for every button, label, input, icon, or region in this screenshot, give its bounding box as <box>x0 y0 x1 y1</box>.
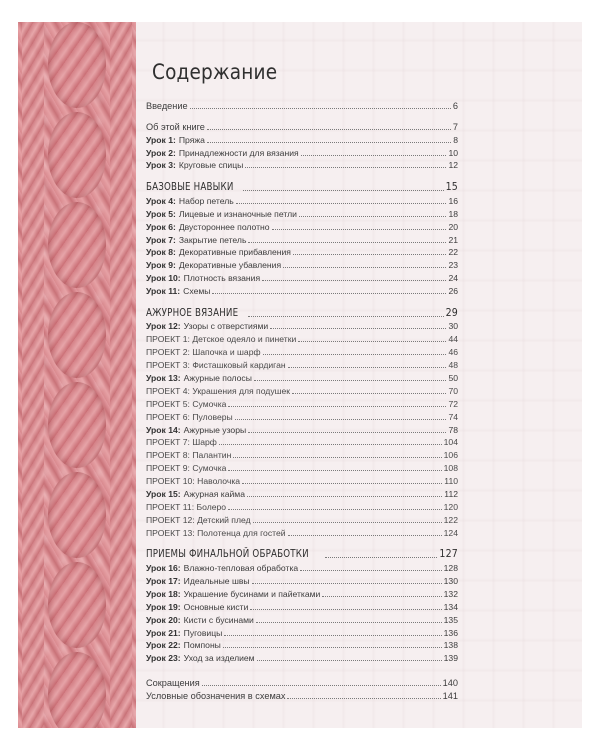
page-number: 10 <box>448 147 458 158</box>
dot-leader <box>228 470 441 471</box>
page-number: 141 <box>442 691 458 702</box>
lesson-number: Урок 15: <box>146 489 181 500</box>
dot-leader <box>224 635 441 636</box>
page-number: 78 <box>448 424 458 435</box>
toc-entry-text: ПРОЕКТ 3: Фисташковый кардиган <box>146 360 286 371</box>
toc-entry-title <box>146 528 286 538</box>
page-number: 127 <box>439 548 458 561</box>
toc-entry <box>146 193 458 206</box>
lesson-number: Урок 9: <box>146 260 176 271</box>
cable-twist <box>48 112 106 198</box>
page-number: 138 <box>443 640 458 651</box>
page-number: 132 <box>443 588 458 599</box>
dot-leader <box>202 685 441 686</box>
toc-spacer <box>146 170 458 178</box>
toc-entry-title <box>146 122 205 132</box>
page-number: 15 <box>445 180 458 193</box>
lesson-number: Урок 23: <box>146 653 181 664</box>
page-title: Содержание <box>152 60 278 84</box>
toc-entry <box>146 270 458 283</box>
toc-entry-title <box>146 286 210 296</box>
toc-entry-text: Закрытие петель <box>178 234 247 245</box>
page-number: 20 <box>448 221 458 232</box>
toc-entry-text: Узоры с отверстиями <box>183 321 269 332</box>
page-number: 29 <box>445 306 458 319</box>
toc-entry <box>146 525 458 538</box>
toc-entry-text: Лицевые и изнаночные петли <box>178 208 297 219</box>
dot-leader <box>245 167 446 168</box>
toc-entry-text: ПРОЕКТ 13: Полотенца для гостей <box>146 527 286 538</box>
toc-entry <box>146 383 458 396</box>
toc-entry-title <box>146 515 251 525</box>
page-number: 124 <box>443 527 458 538</box>
lesson-number: Урок 20: <box>146 614 181 625</box>
toc-entry-title <box>146 260 281 270</box>
toc-spacer <box>146 111 458 119</box>
toc-entry <box>146 119 458 132</box>
page-number: 44 <box>448 334 458 345</box>
dot-leader <box>248 242 446 243</box>
toc-entry-title <box>146 615 254 625</box>
page-number: 108 <box>443 463 458 474</box>
cable-twist <box>48 472 106 558</box>
dot-leader <box>190 108 451 109</box>
lesson-number: Урок 7: <box>146 234 176 245</box>
toc-entry <box>146 447 458 460</box>
toc-entry-text: Пуговицы <box>183 627 223 638</box>
toc-entry-text: ПРОЕКТ 5: Сумочка <box>146 398 227 409</box>
dot-leader <box>252 583 442 584</box>
toc-entry-text: Кисти с бусинами <box>183 614 254 625</box>
page-number: 136 <box>443 627 458 638</box>
toc-entry-text: ПРОЕКТ 4: Украшения для подушек <box>146 385 291 396</box>
toc-entry <box>146 650 458 663</box>
dot-leader <box>242 483 442 484</box>
lesson-number: Урок 18: <box>146 588 181 599</box>
toc-entry <box>146 409 458 422</box>
toc-entry <box>146 473 458 486</box>
toc-entry <box>146 586 458 599</box>
lesson-number: Урок 8: <box>146 247 176 258</box>
toc-entry <box>146 283 458 296</box>
toc-entry <box>146 422 458 435</box>
toc-entry-text: ПРОЕКТ 10: Наволочка <box>146 476 241 487</box>
page-number: 128 <box>443 563 458 574</box>
toc-entry-text: Схемы <box>183 286 211 297</box>
page-number: 72 <box>448 398 458 409</box>
page-number: 23 <box>448 260 458 271</box>
toc-entry-title <box>146 321 268 331</box>
toc-entry <box>146 435 458 448</box>
lesson-number: Урок 11: <box>146 286 181 297</box>
toc-entry-title <box>146 576 250 586</box>
toc-entry-text: ПРОЕКТ 8: Палантин <box>146 450 232 461</box>
toc-entry-title <box>146 181 234 193</box>
toc-entry-text: Декоративные прибавления <box>178 247 291 258</box>
toc-entry-text: Введение <box>146 100 188 111</box>
page-number: 140 <box>442 678 458 689</box>
toc-entry-text: Украшение бусинами и пайетками <box>183 588 321 599</box>
toc-entry-text: Об этой книге <box>146 121 205 132</box>
toc-entry-text: ПРОЕКТ 1: Детское одеяло и пинетки <box>146 334 297 345</box>
toc-entry-title <box>146 360 286 370</box>
toc-entry-text: АЖУРНОЕ ВЯЗАНИЕ <box>146 306 239 319</box>
toc-entry-text: Сокращения <box>146 678 200 689</box>
dot-leader <box>257 660 442 661</box>
knit-column-right <box>110 22 132 728</box>
toc-entry-title <box>146 476 240 486</box>
dot-leader <box>235 419 447 420</box>
lesson-number: Урок 13: <box>146 373 181 384</box>
toc-entry-title <box>146 589 320 599</box>
page-number: 70 <box>448 385 458 396</box>
toc-entry-title <box>146 463 226 473</box>
page-number: 120 <box>443 501 458 512</box>
toc-entry <box>146 512 458 525</box>
toc-spacer <box>146 538 458 546</box>
toc-entry-title <box>146 437 217 447</box>
toc-entry <box>146 599 458 612</box>
dot-leader <box>228 406 446 407</box>
dot-leader <box>256 622 442 623</box>
toc-entry <box>146 499 458 512</box>
dot-leader <box>250 609 441 610</box>
lesson-number: Урок 10: <box>146 273 181 284</box>
toc-entry-text: Пряжа <box>178 134 205 145</box>
cable-twist <box>48 202 106 288</box>
toc-entry-title <box>146 373 252 383</box>
toc-entry-title <box>146 425 246 435</box>
toc-entry <box>146 344 458 357</box>
page-number: 139 <box>443 653 458 664</box>
toc-entry-title <box>146 412 233 422</box>
toc-entry-title <box>146 640 221 650</box>
toc-entry <box>146 245 458 258</box>
lesson-number: Урок 6: <box>146 221 176 232</box>
toc-entry-title <box>146 489 245 499</box>
toc-entry <box>146 319 458 332</box>
toc-entry <box>146 98 458 111</box>
toc-entry-text: Принадлежности для вязания <box>178 147 299 158</box>
toc-entry-text: Набор петель <box>178 195 234 206</box>
toc-entry-title <box>146 678 200 688</box>
toc-entry-title <box>146 502 226 512</box>
lesson-number: Урок 2: <box>146 147 176 158</box>
toc-entry <box>146 158 458 171</box>
page-number: 50 <box>448 373 458 384</box>
toc-entry-title <box>146 386 290 396</box>
dot-leader <box>287 698 440 699</box>
toc-entry-text: ПРОЕКТ 11: Болеро <box>146 501 227 512</box>
page-number: 46 <box>448 347 458 358</box>
toc-entry-title <box>146 602 248 612</box>
toc-entry <box>146 612 458 625</box>
toc-entry-title <box>146 628 222 638</box>
toc-entry-text: Основные кисти <box>183 601 249 612</box>
toc-entry <box>146 675 458 688</box>
dot-leader <box>228 509 442 510</box>
toc-entry <box>146 625 458 638</box>
toc-entry <box>146 688 458 701</box>
toc-section-heading <box>146 304 458 319</box>
page-number: 104 <box>443 437 458 448</box>
toc-entry-title <box>146 273 260 283</box>
toc-entry <box>146 460 458 473</box>
toc-entry-title <box>146 148 299 158</box>
toc-entry-title <box>146 653 255 663</box>
dot-leader <box>243 190 443 191</box>
toc-entry-title <box>146 135 205 145</box>
toc-entry-text: Двустороннее полотно <box>178 221 270 232</box>
lesson-number: Урок 17: <box>146 576 181 586</box>
toc-entry-title <box>146 209 297 219</box>
toc-entry <box>146 573 458 586</box>
lesson-number: Урок 12: <box>146 321 181 332</box>
dot-leader <box>212 293 446 294</box>
page-number: 74 <box>448 411 458 422</box>
dot-leader <box>248 432 446 433</box>
toc-entry-title <box>146 450 231 460</box>
toc-entry-text: ПРОЕКТ 2: Шапочка и шарф <box>146 347 261 358</box>
page-number: 26 <box>448 286 458 297</box>
toc-entry <box>146 486 458 499</box>
page-number: 18 <box>448 208 458 219</box>
toc-entry-text: Влажно-тепловая обработка <box>183 563 299 574</box>
page-number: 22 <box>448 247 458 258</box>
dot-leader <box>247 496 442 497</box>
toc-entry-title <box>146 334 296 344</box>
toc-entry-title <box>146 101 188 111</box>
dot-leader <box>262 280 446 281</box>
cable-twist <box>48 22 106 108</box>
dot-leader <box>288 367 447 368</box>
cable-twist <box>48 382 106 468</box>
toc-section-heading <box>146 546 458 561</box>
toc-section-heading <box>146 178 458 193</box>
page-number: 48 <box>448 360 458 371</box>
toc-spacer <box>146 663 458 675</box>
dot-leader <box>207 142 451 143</box>
lesson-number: Урок 16: <box>146 563 181 574</box>
lesson-number: Урок 1: <box>146 134 176 145</box>
dot-leader <box>292 393 446 394</box>
page-number: 110 <box>444 476 458 487</box>
toc-entry-text: ПРОЕКТ 6: Пуловеры <box>146 411 233 422</box>
toc-entry-title <box>146 307 238 319</box>
dot-leader <box>248 316 443 317</box>
toc-entry-text: Плотность вязания <box>183 273 261 284</box>
toc-entry-text: ПРОЕКТ 7: Шарф <box>146 437 217 448</box>
dot-leader <box>207 129 451 130</box>
toc-entry-text: Ажурная кайма <box>183 489 245 500</box>
page-number: 7 <box>452 121 458 132</box>
dot-leader <box>288 535 442 536</box>
dot-leader <box>283 267 446 268</box>
dot-leader <box>300 570 441 571</box>
toc-entry <box>146 370 458 383</box>
table-of-contents <box>146 98 458 701</box>
dot-leader <box>293 254 446 255</box>
toc-entry-text: Круговые спицы <box>178 160 244 171</box>
toc-entry-title <box>146 235 246 245</box>
toc-entry-text: БАЗОВЫЕ НАВЫКИ <box>146 180 234 193</box>
toc-entry-text: Ажурные полосы <box>183 373 252 384</box>
page-number: 6 <box>452 100 458 111</box>
toc-spacer <box>146 296 458 304</box>
toc-entry-text: Ажурные узоры <box>183 424 247 435</box>
page-number: 24 <box>448 273 458 284</box>
toc-entry-title <box>146 399 226 409</box>
toc-entry <box>146 357 458 370</box>
dot-leader <box>301 155 447 156</box>
dot-leader <box>299 216 447 217</box>
toc-entry <box>146 232 458 245</box>
toc-entry <box>146 132 458 145</box>
page-number: 130 <box>443 576 458 586</box>
toc-entry <box>146 145 458 158</box>
dot-leader <box>263 354 447 355</box>
cable-twist <box>48 292 106 378</box>
lesson-number: Урок 14: <box>146 424 181 435</box>
dot-leader <box>322 596 441 597</box>
toc-entry-text: ПРОЕКТ 12: Детский плед <box>146 514 251 525</box>
toc-entry-text: Декоративные убавления <box>178 260 282 271</box>
dot-leader <box>272 229 447 230</box>
toc-entry-title <box>146 563 298 573</box>
toc-entry <box>146 331 458 344</box>
dot-leader <box>325 557 437 558</box>
toc-entry-text: Идеальные швы <box>183 576 250 586</box>
page-number: 21 <box>448 234 458 245</box>
toc-entry-title <box>146 160 243 170</box>
page-number: 135 <box>443 614 458 625</box>
toc-entry <box>146 638 458 651</box>
toc-entry-title <box>146 347 261 357</box>
toc-entry-title <box>146 247 291 257</box>
dot-leader <box>270 328 446 329</box>
lesson-number: Урок 22: <box>146 640 181 651</box>
toc-entry-text: Помпоны <box>183 640 221 651</box>
toc-entry-text: ПРИЕМЫ ФИНАЛЬНОЙ ОБРАБОТКИ <box>146 548 309 561</box>
lesson-number: Урок 3: <box>146 160 176 171</box>
dot-leader <box>223 647 442 648</box>
toc-entry-text: Уход за изделием <box>183 653 255 664</box>
knit-column-left <box>22 22 44 728</box>
knitted-cable-image <box>18 22 136 728</box>
dot-leader <box>298 341 446 342</box>
toc-entry <box>146 257 458 270</box>
page-number: 30 <box>448 321 458 332</box>
toc-entry-title <box>146 222 270 232</box>
cable-twist <box>48 652 106 728</box>
toc-entry-title <box>146 548 309 560</box>
toc-entry <box>146 560 458 573</box>
lesson-number: Урок 5: <box>146 208 176 219</box>
toc-entry-text: ПРОЕКТ 9: Сумочка <box>146 463 227 474</box>
toc-entry-text: Условные обозначения в схемах <box>146 691 286 702</box>
page-number: 112 <box>444 489 458 500</box>
page-number: 106 <box>443 450 458 461</box>
toc-entry <box>146 206 458 219</box>
dot-leader <box>233 457 441 458</box>
dot-leader <box>253 522 442 523</box>
page-number: 16 <box>448 195 458 206</box>
toc-entry-title <box>146 691 285 701</box>
toc-entry <box>146 396 458 409</box>
toc-entry-title <box>146 196 234 206</box>
lesson-number: Урок 21: <box>146 627 181 638</box>
cable-twist <box>48 562 106 648</box>
lesson-number: Урок 19: <box>146 601 181 612</box>
page-number: 134 <box>443 601 458 612</box>
lesson-number: Урок 4: <box>146 195 176 206</box>
page-number: 8 <box>453 134 458 145</box>
page-number: 122 <box>443 514 458 525</box>
page-number: 12 <box>448 160 458 171</box>
dot-leader <box>219 444 442 445</box>
toc-entry <box>146 219 458 232</box>
dot-leader <box>236 203 447 204</box>
dot-leader <box>254 380 447 381</box>
